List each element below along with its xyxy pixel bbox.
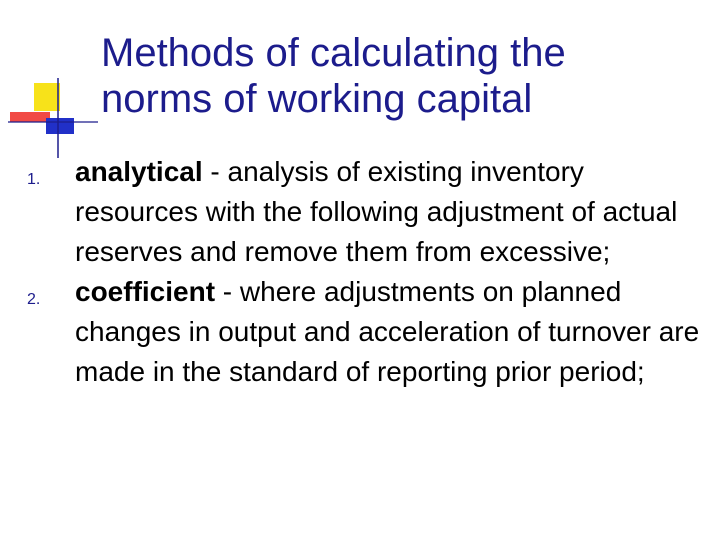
list-item: [0, 272, 720, 392]
methods-list: [0, 152, 720, 392]
list-item-description: - where adjustments on planned changes in output and acceleration of turnover are made in the standard of reporting prior period;: [75, 276, 700, 387]
slide-logo-icon: [8, 78, 98, 158]
list-item-description: - analysis of existing inventory resources with the following adjustment of actual reserves and remove them from excessive;: [75, 156, 678, 267]
list-item-number: 2.: [27, 291, 41, 308]
list-item-term: analytical: [75, 156, 203, 187]
list-item: [0, 152, 720, 272]
slide-title-line-1: Methods of calculating the: [101, 31, 566, 75]
list-item-number: 1.: [27, 171, 41, 188]
slide-title: [101, 30, 701, 122]
list-item-text: [75, 272, 700, 392]
list-item-text: [75, 152, 700, 272]
list-item-term: coefficient: [75, 276, 216, 307]
slide-title-line-2: norms of working capital: [101, 77, 533, 121]
